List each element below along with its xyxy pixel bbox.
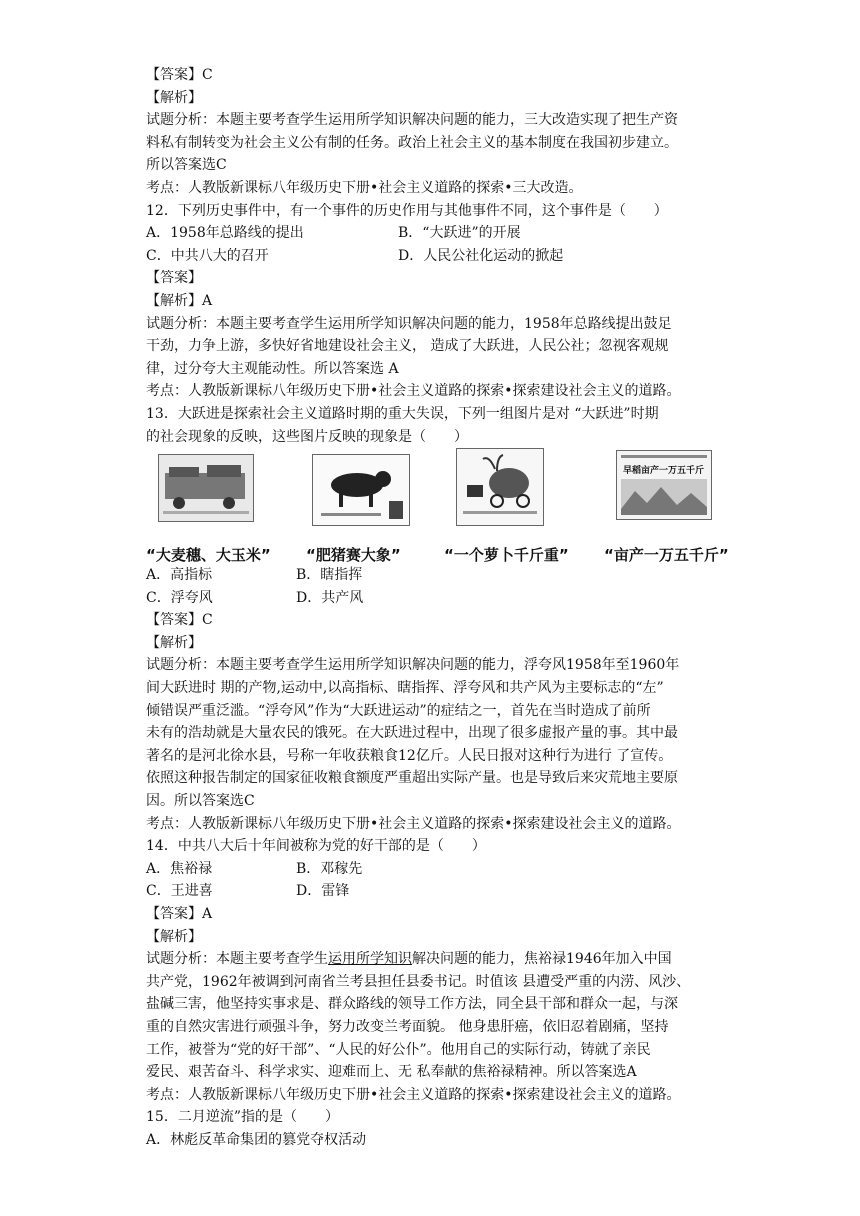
newspaper-headline: 早稻亩产一万五千斤 — [623, 466, 705, 477]
q14-stem: 14．中共八大后十年间被称为党的好干部的是（ ） — [146, 838, 486, 855]
q14-analysis-first-line — [146, 948, 726, 971]
q13-option-c: C．浮夸风 — [146, 589, 213, 606]
q13-point: 考点：人教版新课标八年级历史下册•社会主义道路的探索•探索建设社会主义的道路。 — [146, 815, 681, 832]
q15-option-a: A．林彪反革命集团的篡党夺权活动 — [146, 1131, 367, 1148]
q12-analysis-line: 律，过分夸大主观能动性。所以答案选 A — [146, 360, 399, 377]
radish-cart-drawing — [457, 449, 543, 525]
q12-option-a: A．1958年总路线的提出 — [146, 225, 304, 242]
newspaper-photo — [621, 479, 707, 515]
q13-option-b: B．瞎指挥 — [296, 567, 363, 584]
q14-option-b: B．邓稼先 — [296, 860, 363, 877]
q13-analysis-line: 倾错误严重泛滥。“浮夸风”作为“大跃进运动”的症结之一，首先在当时造成了前所 — [146, 702, 651, 719]
q13-analysis-line: 因。所以答案选C — [146, 793, 255, 810]
q12-options-row — [146, 245, 726, 268]
q12-analysis-heading: 【解析】A — [146, 292, 213, 309]
q14-analysis-line: 共产党，1962年被调到河南省兰考县担任县委书记。时值该 县遭受严重的内涝、风沙、 — [146, 973, 691, 990]
q13-answer: 【答案】C — [146, 612, 213, 629]
q14-options-row — [146, 858, 726, 881]
q13-analysis-line: 试题分析：本题主要考查学生运用所学知识解决问题的能力，浮夸风1958年至1960年 — [146, 657, 680, 674]
q13-analysis-line: 未有的浩劫就是大量农民的饿死。在大跃进过程中，出现了很多虚报产量的事。其中最 — [146, 725, 678, 742]
q14-analysis-underlined: 运用所学知识 — [328, 951, 412, 968]
q11-answer: 【答案】C — [146, 67, 213, 83]
q12-options-row — [146, 222, 726, 245]
q12-option-c: C．中共八大的召开 — [146, 247, 269, 264]
q12-option-d: D．人民公社化运动的掀起 — [398, 247, 564, 264]
q14-analysis-line: 盐碱三害，他坚持实事求是、群众路线的领导工作方法，同全县干部和群众一起，与深 — [146, 996, 678, 1013]
picture-caption: “大麦穗、大玉米” — [146, 546, 271, 565]
fat-pig-picture — [312, 454, 410, 526]
q13-stem-line: 的社会现象的反映，这些图片反映的现象是（ ） — [146, 428, 468, 445]
q14-analysis-line: 工作，被誉为“党的好干部”、“人民的好公仆”。他用自己的实际行动，铸就了亲民 — [146, 1041, 651, 1058]
q13-analysis-heading: 【解析】 — [146, 634, 202, 651]
q13-analysis-line: 依照这种报告制定的国家征收粮食额度严重超出实际产量。也是导致后来灾荒地主要原 — [146, 770, 678, 787]
q14-analysis-heading: 【解析】 — [146, 928, 202, 945]
q11-analysis-line: 料私有制转变为社会主义公有制的任务。政治上社会主义的基本制度在我国初步建立。 — [146, 134, 678, 151]
q11-analysis-line: 所以答案选C — [146, 157, 227, 174]
q14-option-a: A．焦裕禄 — [146, 860, 213, 877]
fat-pig-drawing — [313, 455, 409, 525]
q12-option-b: B．“大跃进”的开展 — [398, 225, 521, 242]
newspaper-rule — [621, 455, 707, 458]
big-grain-drawing — [159, 455, 253, 521]
q12-analysis-line: 干劲，力争上游，多快好省地建设社会主义， 造成了大跃进，人民公社；忽视客观规 — [146, 338, 669, 355]
q15-stem: 15．二月逆流”指的是（ ） — [146, 1109, 339, 1126]
picture-caption: “一个萝卜千斤重” — [444, 546, 569, 565]
newspaper-picture — [616, 450, 712, 520]
q13-analysis-line: 间大跃进时 期的产物,运动中,以高指标、瞎指挥、浮夸风和共产风为主要标志的“左” — [146, 680, 664, 697]
radish-cart-picture — [456, 448, 544, 526]
q13-options-row — [146, 564, 726, 587]
q13-options-row — [146, 587, 726, 610]
q14-options-row — [146, 880, 726, 903]
q14-analysis-line: 重的自然灾害进行顽强斗争，努力改变兰考面貌。 他身患肝癌，依旧忍着剧痛，坚持 — [146, 1018, 669, 1035]
q14-answer: 【答案】A — [146, 906, 213, 922]
q13-option-a: A．高指标 — [146, 567, 213, 584]
q14-analysis-post: 解决问题的能力，焦裕禄1946年加入中国 — [412, 951, 672, 968]
q12-analysis-line: 试题分析：本题主要考查学生运用所学知识解决问题的能力，1958年总路线提出鼓足 — [146, 315, 672, 332]
q12-point: 考点：人教版新课标八年级历史下册•社会主义道路的探索•探索建设社会主义的道路。 — [146, 383, 681, 400]
q14-analysis-line: 爱民、艰苦奋斗、科学求实、迎难而上、无 私奉献的焦裕禄精神。所以答案选A — [146, 1064, 637, 1081]
q14-option-d: D．雷锋 — [296, 883, 350, 900]
q13-stem-line: 13．大跃进是探索社会主义道路时期的重大失误，下列一组图片是对 “大跃进”时期 — [146, 405, 659, 422]
picture-caption: “肥猪赛大象” — [306, 546, 401, 565]
picture-caption: “亩产一万五千斤” — [604, 546, 729, 565]
document-page — [146, 64, 729, 1152]
q11-point: 考点：人教版新课标八年级历史下册•社会主义道路的探索•三大改造。 — [146, 179, 583, 196]
q11-analysis-heading: 【解析】 — [146, 89, 202, 106]
q14-option-c: C．王进喜 — [146, 883, 213, 900]
q12-stem: 12．下列历史事件中，有一个事件的历史作用与其他事件不同，这个事件是（ ） — [146, 202, 668, 219]
q12-answer: 【答案】 — [146, 270, 202, 287]
q13-analysis-line: 著名的是河北徐水县，号称一年收获粮食12亿斤。人民日报对这种行为进行 了宣传。 — [146, 747, 673, 764]
q14-analysis-pre: 试题分析：本题主要考查学生 — [146, 951, 328, 968]
q14-point: 考点：人教版新课标八年级历史下册•社会主义道路的探索•探索建设社会主义的道路。 — [146, 1086, 681, 1103]
q13-option-d: D．共产风 — [296, 589, 364, 606]
q13-picture-strip — [146, 452, 729, 565]
q11-analysis-line: 试题分析：本题主要考查学生运用所学知识解决问题的能力，三大改造实现了把生产资 — [146, 112, 678, 129]
big-grain-picture — [158, 454, 254, 522]
